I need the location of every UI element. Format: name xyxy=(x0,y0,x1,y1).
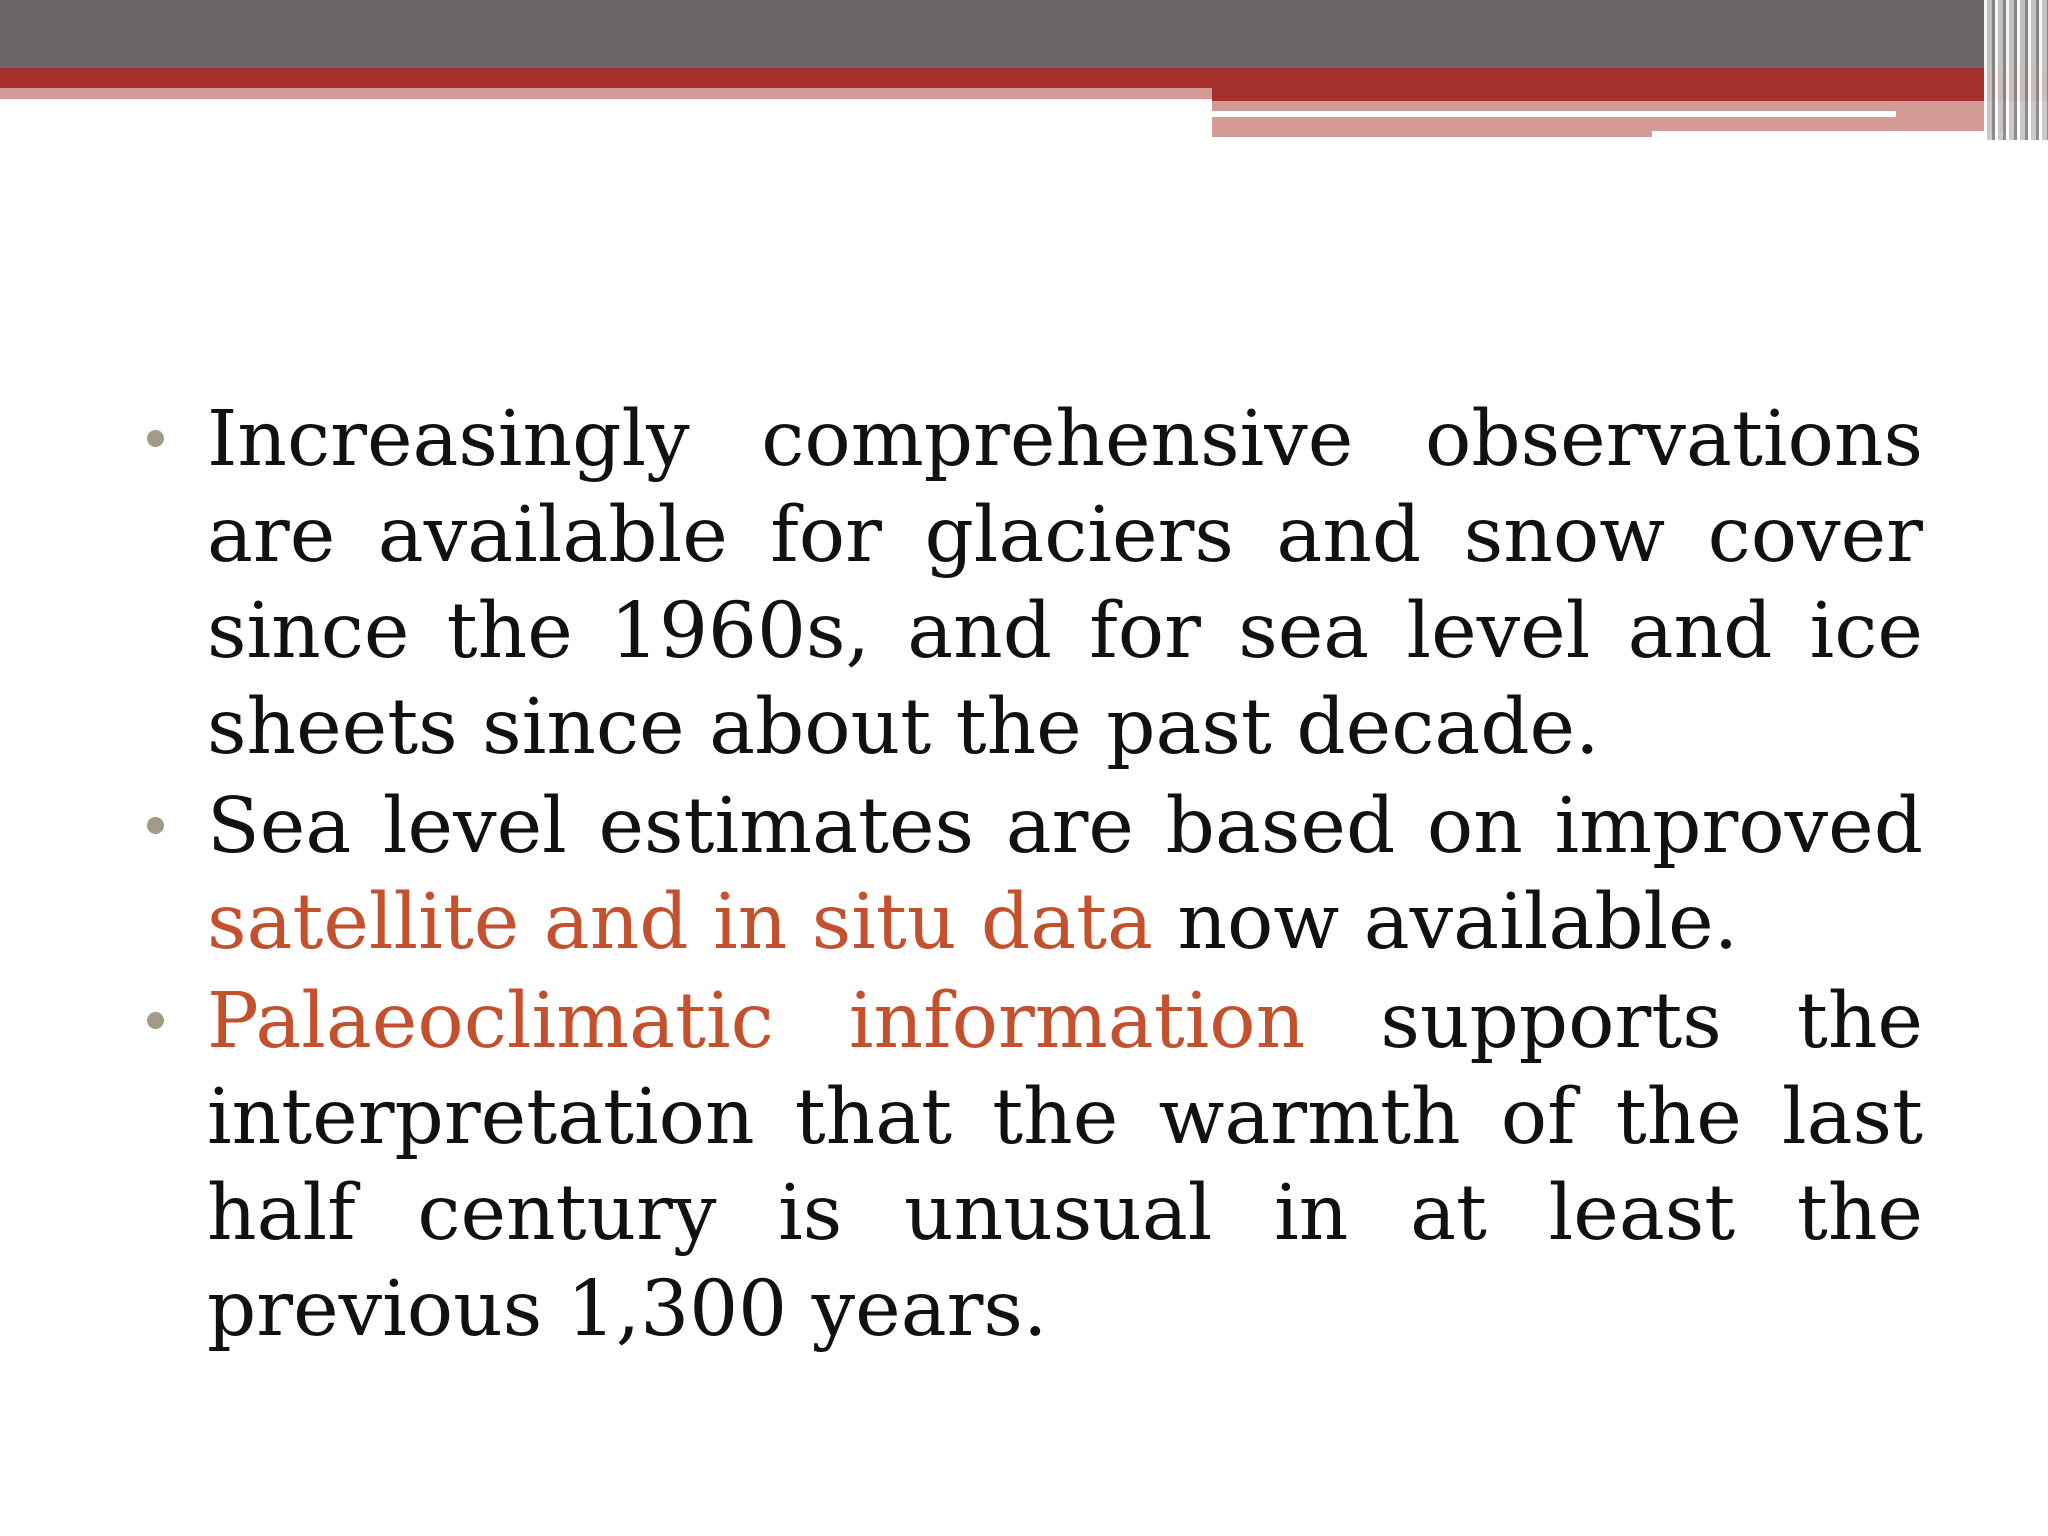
header-pink-band-left xyxy=(0,88,1212,99)
bullet-highlight-text: satellite and in situ data xyxy=(207,878,1153,967)
header-white-line xyxy=(1212,111,1896,117)
bullet-text-part2: supports the interpretation that the warmth of the last half century is unusual in at least the previous 1,300 years. xyxy=(207,977,1923,1354)
bullet-dot-icon xyxy=(147,817,164,834)
bullet-dot-icon xyxy=(147,430,164,447)
bullet-item-palaeoclimate xyxy=(145,974,1923,1358)
bullet-dot-icon xyxy=(147,1012,164,1029)
bullet-text: Increasingly comprehensive observations are available for glaciers and snow cover since the 1960s, and for sea level and ice sheets since about the past decade. xyxy=(207,395,1923,772)
header-white-step xyxy=(1652,131,2004,137)
bullet-item-glaciers xyxy=(145,392,1923,776)
bullet-highlight-text: Palaeoclimatic information xyxy=(207,977,1306,1066)
header-gray-band xyxy=(0,0,2048,68)
header-stripes xyxy=(1984,0,2048,140)
header-red-band-left xyxy=(0,68,1212,88)
bullet-text-part2: now available. xyxy=(1152,878,1739,967)
header-red-band-right xyxy=(1212,68,2048,101)
bullet-item-sea-level xyxy=(145,779,1923,971)
bullet-text-part1: Sea level estimates are based on improved xyxy=(207,782,1923,871)
bullet-list xyxy=(145,392,1923,1361)
